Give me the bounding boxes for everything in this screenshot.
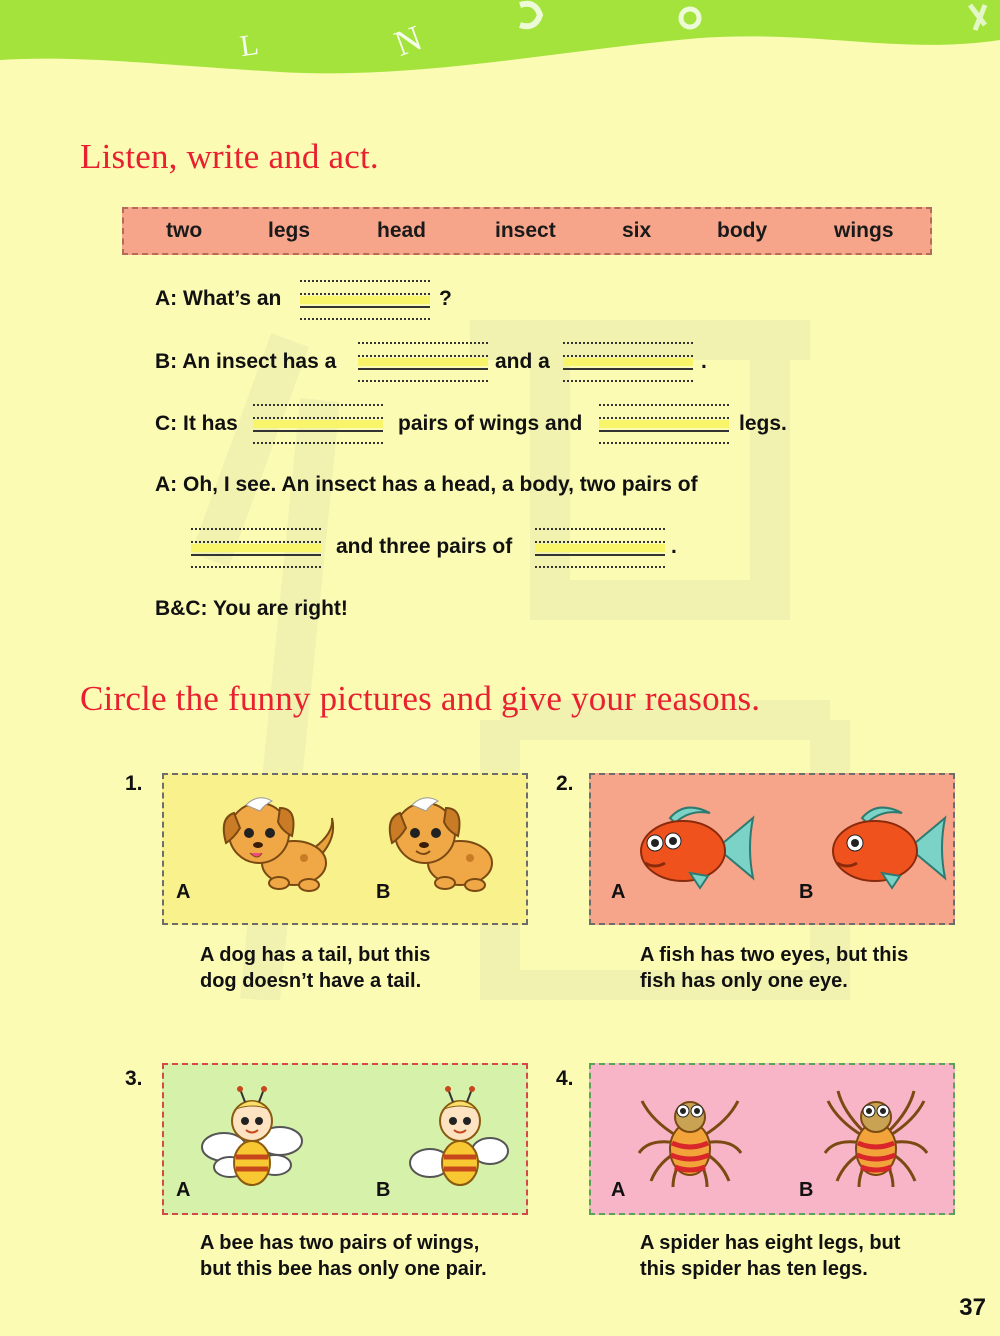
item-4-label-b: B bbox=[799, 1179, 814, 1201]
bee-b-icon[interactable] bbox=[408, 1085, 513, 1195]
item-4-caption bbox=[640, 1230, 970, 1282]
item-2-number: 2. bbox=[556, 772, 574, 795]
item-1-caption-line2: dog doesn’t have a tail. bbox=[200, 970, 422, 992]
dialogue-a2-mid: and three pairs of bbox=[336, 535, 513, 558]
item-4-panel[interactable] bbox=[589, 1063, 955, 1215]
top-banner bbox=[0, 0, 1000, 90]
circle-funny-pictures-title: Circle the funny pictures and give your reasons. bbox=[80, 679, 761, 718]
dialogue-a2-line1: A: Oh, I see. An insect has a head, a body, two pairs of bbox=[155, 473, 698, 496]
item-3-panel[interactable] bbox=[162, 1063, 528, 1215]
item-3-label-b: B bbox=[376, 1179, 391, 1201]
dialogue-c1-prefix: C: It has bbox=[155, 412, 238, 435]
word-two: two bbox=[166, 219, 203, 242]
item-2-label-a: A bbox=[611, 881, 626, 903]
dialogue-a1-suffix: ? bbox=[439, 287, 452, 310]
item-1-number: 1. bbox=[125, 772, 143, 795]
dialogue-a1-prefix: A: What’s an bbox=[155, 287, 282, 310]
item-1-panel[interactable] bbox=[162, 773, 528, 925]
item-3-number: 3. bbox=[125, 1067, 143, 1090]
word-six: six bbox=[622, 219, 652, 242]
blank-5[interactable] bbox=[599, 404, 729, 444]
item-2-label-b: B bbox=[799, 881, 814, 903]
item-4-caption-line2: this spider has ten legs. bbox=[640, 1258, 868, 1280]
item-3-label-a: A bbox=[176, 1179, 191, 1201]
blank-2[interactable] bbox=[358, 342, 488, 382]
item-4-number: 4. bbox=[556, 1067, 574, 1090]
item-1-label-a: A bbox=[176, 881, 191, 903]
spider-b-icon[interactable] bbox=[821, 1081, 931, 1191]
spider-a-icon[interactable] bbox=[635, 1081, 745, 1191]
dialogue-b1-prefix: B: An insect has a bbox=[155, 350, 337, 373]
item-2-caption bbox=[640, 942, 970, 994]
listen-write-act-title: Listen, write and act. bbox=[80, 137, 379, 176]
word-insect: insect bbox=[495, 219, 556, 242]
dialogue-bc: B&C: You are right! bbox=[155, 597, 348, 620]
item-2-caption-line1: A fish has two eyes, but this bbox=[640, 944, 909, 966]
word-bank bbox=[122, 207, 932, 255]
dialogue-b1-mid: and a bbox=[495, 350, 550, 373]
item-2-panel[interactable] bbox=[589, 773, 955, 925]
dog-a-icon[interactable] bbox=[214, 793, 344, 893]
blank-4[interactable] bbox=[253, 404, 383, 444]
fish-a-icon[interactable] bbox=[635, 803, 760, 893]
dialogue-a2-suffix: . bbox=[671, 535, 677, 558]
item-1-caption bbox=[200, 942, 530, 994]
dialogue-c1-mid: pairs of wings and bbox=[398, 412, 583, 435]
banner-letter-l: L bbox=[237, 27, 261, 64]
item-4-label-a: A bbox=[611, 1179, 626, 1201]
item-3-caption-line2: but this bee has only one pair. bbox=[200, 1258, 487, 1280]
dog-b-icon[interactable] bbox=[380, 793, 510, 893]
word-body: body bbox=[717, 219, 768, 242]
word-head: head bbox=[377, 219, 427, 242]
word-wings: wings bbox=[834, 219, 894, 242]
word-legs: legs bbox=[268, 219, 311, 242]
banner-letter-n: N bbox=[389, 17, 428, 64]
blank-7[interactable] bbox=[535, 528, 665, 568]
item-3-caption bbox=[200, 1230, 530, 1282]
blank-3[interactable] bbox=[563, 342, 693, 382]
blank-6[interactable] bbox=[191, 528, 321, 568]
fish-b-icon[interactable] bbox=[827, 803, 952, 893]
item-2-caption-line2: fish has only one eye. bbox=[640, 970, 848, 992]
dialogue-b1-suffix: . bbox=[701, 350, 707, 373]
item-1-caption-line1: A dog has a tail, but this bbox=[200, 944, 431, 966]
bee-a-icon[interactable] bbox=[200, 1085, 305, 1195]
item-3-caption-line1: A bee has two pairs of wings, bbox=[200, 1232, 480, 1254]
dialogue-c1-suffix: legs. bbox=[739, 412, 787, 435]
page-number: 37 bbox=[959, 1294, 986, 1321]
blank-1[interactable] bbox=[300, 280, 430, 320]
item-1-label-b: B bbox=[376, 881, 391, 903]
item-4-caption-line1: A spider has eight legs, but bbox=[640, 1232, 901, 1254]
